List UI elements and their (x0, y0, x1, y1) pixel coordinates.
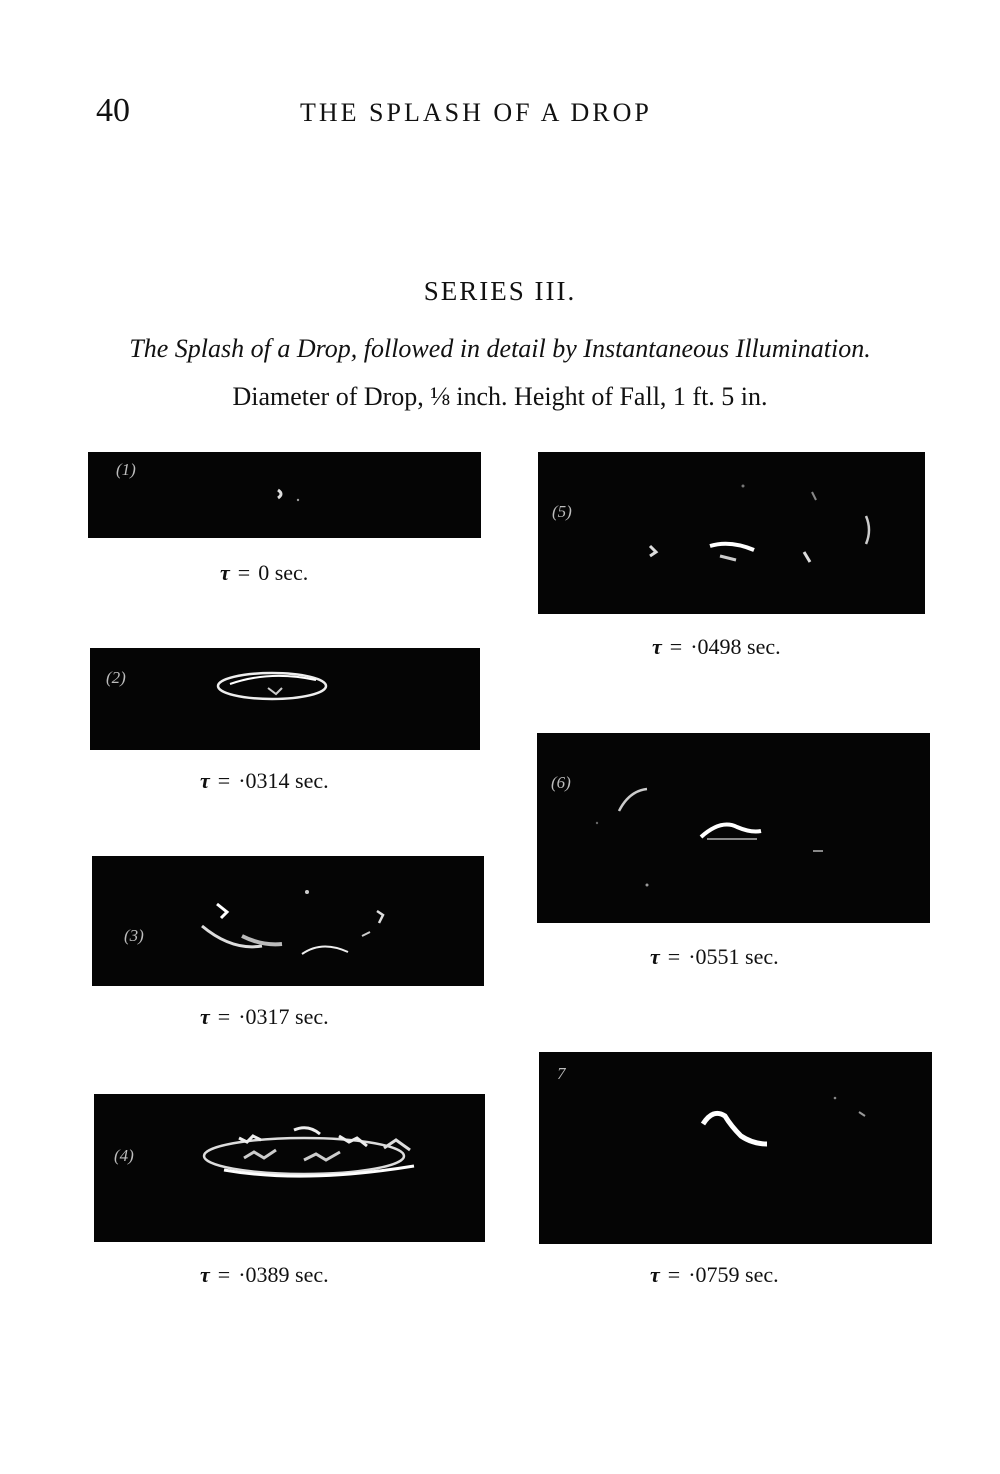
caption-5: τ = ·0498 sec. (652, 634, 781, 659)
figure-label: (1) (116, 460, 136, 479)
figure-label: (4) (114, 1146, 134, 1165)
splash-shape (92, 856, 484, 986)
subtitle: The Splash of a Drop, followed in detail by Instantaneous Illumination. (129, 334, 871, 363)
running-head: THE SPLASH OF A DROP (300, 98, 652, 127)
figure-label: (6) (551, 773, 571, 792)
splash-photo-7 (539, 1052, 932, 1244)
splash-photo-5 (538, 452, 925, 614)
splash-photo-2 (90, 648, 480, 750)
splash-photo-3 (92, 856, 484, 986)
splash-photo-6 (537, 733, 930, 923)
drop-details: Diameter of Drop, ⅛ inch. Height of Fall, 1 ft. 5 in. (232, 382, 768, 411)
splash-shape (539, 1052, 932, 1244)
splash-shape (538, 452, 925, 614)
caption-4: τ = ·0389 sec. (200, 1262, 329, 1287)
splash-shape (88, 452, 481, 538)
caption-3: τ = ·0317 sec. (200, 1004, 329, 1029)
series-title: SERIES III. (423, 276, 577, 306)
page-number: 40 (96, 92, 130, 129)
caption-2: τ = ·0314 sec. (200, 768, 329, 793)
figure-label: 7 (557, 1064, 566, 1083)
caption-7: τ = ·0759 sec. (650, 1262, 779, 1287)
caption-1: τ = 0 sec. (220, 560, 309, 585)
splash-shape (94, 1094, 485, 1242)
figure-label: (5) (552, 502, 572, 521)
figure-label: (3) (124, 926, 144, 945)
splash-shape (537, 733, 930, 923)
figure-label: (2) (106, 668, 126, 687)
splash-shape (90, 648, 480, 750)
splash-photo-1 (88, 452, 481, 538)
splash-photo-4 (94, 1094, 485, 1242)
caption-6: τ = ·0551 sec. (650, 944, 779, 969)
